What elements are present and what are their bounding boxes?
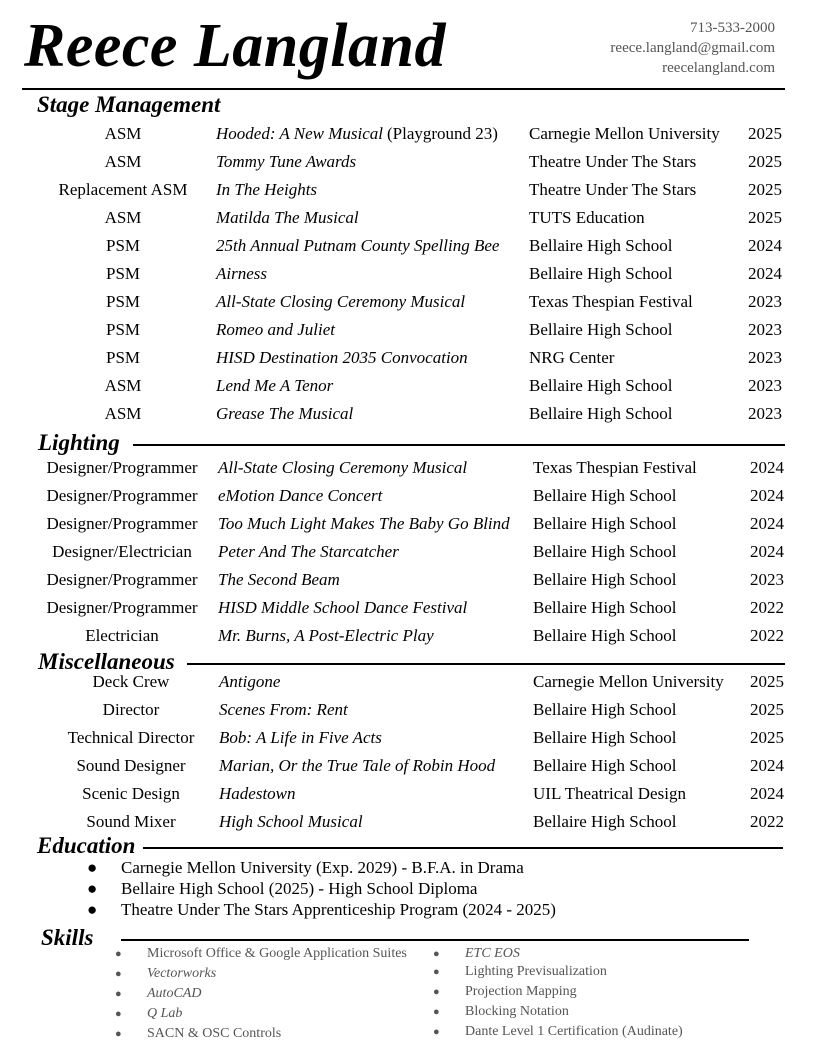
production-title: 25th Annual Putnam County Spelling Bee (216, 236, 500, 255)
bullet-icon: ● (115, 1028, 122, 1040)
skill-item: ● Lighting Previsualization (433, 962, 607, 982)
skill-item: ● Dante Level 1 Certification (Audinate) (433, 1022, 683, 1042)
bullet-icon: ● (87, 879, 98, 898)
section-title-lighting: Lighting (38, 430, 120, 455)
production-title: Hooded: A New Musical (216, 124, 383, 143)
credit-venue: Texas Thespian Festival (533, 458, 697, 477)
credit-year: 2025 (748, 124, 782, 143)
credit-production (219, 752, 499, 780)
credit-row (0, 288, 816, 316)
credit-venue: Bellaire High School (533, 570, 677, 589)
production-title: Grease The Musical (216, 404, 354, 423)
credit-role: Designer/Programmer (46, 570, 198, 589)
credit-year: 2025 (748, 152, 782, 171)
credit-production (219, 780, 300, 808)
credit-row (0, 808, 816, 836)
bullet-icon: ● (433, 966, 440, 978)
credit-year: 2024 (750, 784, 784, 803)
credit-year: 2025 (750, 728, 784, 747)
production-title: Mr. Burns, A Post-Electric Play (218, 626, 434, 645)
credit-row (0, 316, 816, 344)
credit-role: ASM (104, 404, 142, 423)
credit-row (0, 232, 816, 260)
production-title: In The Heights (216, 180, 318, 199)
bullet-icon: ● (87, 900, 98, 919)
credit-role: Deck Crew (92, 672, 170, 691)
credit-role: ASM (104, 152, 142, 171)
credit-role: Designer/Electrician (52, 542, 192, 561)
credit-venue: Bellaire High School (533, 700, 677, 719)
credit-production (216, 344, 472, 372)
credit-production (218, 482, 386, 510)
credit-role: Designer/Programmer (46, 514, 198, 533)
credit-year: 2023 (750, 570, 784, 589)
credit-production (219, 696, 352, 724)
credit-row (0, 372, 816, 400)
credit-year: 2023 (748, 376, 782, 395)
credit-role: ASM (104, 208, 142, 227)
credit-year: 2025 (748, 208, 782, 227)
credit-venue: Bellaire High School (533, 514, 677, 533)
credit-role: PSM (105, 348, 141, 367)
credit-production (218, 538, 403, 566)
production-title: Antigone (219, 672, 281, 691)
credit-role: Sound Mixer (86, 812, 176, 831)
credit-year: 2023 (748, 292, 782, 311)
credit-venue: Carnegie Mellon University (529, 124, 720, 143)
credit-row (0, 148, 816, 176)
credit-year: 2024 (748, 264, 782, 283)
credit-year: 2024 (748, 236, 782, 255)
education-item: ● Bellaire High School (2025) - High School Diploma (87, 879, 478, 898)
credit-row (0, 752, 816, 780)
credit-role: Designer/Programmer (46, 486, 198, 505)
credit-production (216, 316, 339, 344)
credit-year: 2023 (748, 404, 782, 423)
section-title-skills: Skills (41, 925, 94, 950)
credit-role: PSM (105, 264, 141, 283)
bullet-icon: ● (87, 858, 98, 877)
credit-venue: Bellaire High School (533, 598, 677, 617)
credit-venue: UIL Theatrical Design (533, 784, 686, 803)
contact-website[interactable]: reecelangland.com (662, 60, 775, 76)
production-title: Lend Me A Tenor (216, 376, 334, 395)
bullet-icon: ● (115, 948, 122, 960)
credit-year: 2023 (748, 348, 782, 367)
credit-row (0, 538, 816, 566)
credit-production (216, 204, 363, 232)
production-title: Marian, Or the True Tale of Robin Hood (219, 756, 496, 775)
credit-production (218, 622, 438, 650)
credit-year: 2024 (750, 486, 784, 505)
credit-venue: NRG Center (529, 348, 615, 367)
credit-row (0, 120, 816, 148)
bullet-icon: ● (115, 968, 122, 980)
credit-venue: Bellaire High School (529, 236, 673, 255)
credit-production (218, 594, 471, 622)
credit-year: 2025 (750, 672, 784, 691)
credit-role: Electrician (85, 626, 159, 645)
bullet-icon: ● (433, 948, 440, 960)
production-title: Bob: A Life in Five Acts (219, 728, 382, 747)
credit-year: 2024 (750, 514, 784, 533)
credit-venue: Bellaire High School (529, 376, 673, 395)
credit-row (0, 510, 816, 538)
skill-item: ● Microsoft Office & Google Application Suites (115, 944, 407, 964)
credit-production (216, 176, 321, 204)
credit-role: ASM (104, 376, 142, 395)
credit-role: Scenic Design (82, 784, 180, 803)
education-item: ● Theatre Under The Stars Apprenticeship Program (2024 - 2025) (87, 900, 556, 919)
credit-row (0, 566, 816, 594)
production-title: All-State Closing Ceremony Musical (218, 458, 468, 477)
section-title-education: Education (37, 833, 136, 858)
education-item: ● Carnegie Mellon University (Exp. 2029) - B.F.A. in Drama (87, 858, 524, 877)
credit-row (0, 780, 816, 808)
credit-venue: Texas Thespian Festival (529, 292, 693, 311)
production-title: Matilda The Musical (216, 208, 359, 227)
credit-role: Sound Designer (76, 756, 186, 775)
credit-role: Director (102, 700, 160, 719)
credit-year: 2025 (750, 700, 784, 719)
credit-venue: Bellaire High School (533, 542, 677, 561)
credit-role: PSM (105, 292, 141, 311)
credit-production (219, 724, 386, 752)
credit-venue: Bellaire High School (533, 486, 677, 505)
credit-row (0, 696, 816, 724)
credit-row (0, 724, 816, 752)
credit-row (0, 400, 816, 428)
credit-row (0, 454, 816, 482)
production-title: Peter And The Starcatcher (218, 542, 399, 561)
credit-role: Designer/Programmer (46, 458, 198, 477)
skill-item: ● ETC EOS (433, 944, 520, 964)
credit-production (216, 288, 469, 316)
credit-production (216, 260, 271, 288)
production-title: Tommy Tune Awards (216, 152, 357, 171)
bullet-icon: ● (433, 1026, 440, 1038)
credit-production (216, 372, 337, 400)
credit-production (218, 454, 471, 482)
credit-venue: Carnegie Mellon University (533, 672, 724, 691)
credit-production (216, 232, 503, 260)
credit-production (218, 510, 514, 538)
skills-divider (121, 939, 749, 941)
production-title: Romeo and Juliet (216, 320, 335, 339)
credit-venue: Bellaire High School (529, 404, 673, 423)
credit-year: 2022 (750, 598, 784, 617)
credit-year: 2022 (750, 812, 784, 831)
resume-name: Reece Langland (24, 12, 446, 80)
credit-production (219, 808, 367, 836)
credit-role: Technical Director (67, 728, 195, 747)
production-title: Hadestown (219, 784, 296, 803)
bullet-icon: ● (115, 988, 122, 1000)
credit-role: PSM (105, 236, 141, 255)
credit-year: 2024 (750, 756, 784, 775)
credit-venue: Bellaire High School (529, 264, 673, 283)
credit-role: Designer/Programmer (46, 598, 198, 617)
credit-production (216, 400, 357, 428)
skill-item: ● Blocking Notation (433, 1002, 569, 1022)
credit-row (0, 204, 816, 232)
production-title: HISD Destination 2035 Convocation (216, 348, 468, 367)
production-title: All-State Closing Ceremony Musical (216, 292, 466, 311)
miscellaneous-divider (187, 663, 785, 665)
production-title: eMotion Dance Concert (218, 486, 383, 505)
contact-email[interactable]: reece.langland@gmail.com (610, 40, 775, 56)
credit-row (0, 668, 816, 696)
credit-production (216, 120, 498, 148)
credit-row (0, 594, 816, 622)
production-note: (Playground 23) (387, 124, 498, 143)
credit-year: 2023 (748, 320, 782, 339)
credit-venue: Bellaire High School (533, 812, 677, 831)
header-divider (22, 88, 785, 90)
credit-role: ASM (104, 124, 142, 143)
production-title: Scenes From: Rent (219, 700, 348, 719)
credit-venue: Theatre Under The Stars (529, 180, 697, 199)
section-title-miscellaneous: Miscellaneous (38, 649, 175, 674)
contact-phone: 713-533-2000 (690, 20, 775, 36)
credit-year: 2024 (750, 542, 784, 561)
credit-venue: Bellaire High School (533, 728, 677, 747)
credit-venue: Bellaire High School (533, 756, 677, 775)
skill-item: ● SACN & OSC Controls (115, 1024, 281, 1044)
production-title: High School Musical (219, 812, 363, 831)
credit-venue: Bellaire High School (529, 320, 673, 339)
credit-role: Replacement ASM (58, 180, 188, 199)
production-title: Too Much Light Makes The Baby Go Blind (218, 514, 510, 533)
credit-venue: Theatre Under The Stars (529, 152, 697, 171)
skill-item: ● Q Lab (115, 1004, 182, 1024)
production-title: Airness (216, 264, 267, 283)
lighting-divider (133, 444, 785, 446)
credit-venue: TUTS Education (529, 208, 645, 227)
credit-role: PSM (105, 320, 141, 339)
credit-row (0, 260, 816, 288)
credit-production (216, 148, 360, 176)
skill-item: ● Projection Mapping (433, 982, 577, 1002)
credit-row (0, 176, 816, 204)
production-title: The Second Beam (218, 570, 340, 589)
credit-row (0, 482, 816, 510)
skill-item: ● AutoCAD (115, 984, 201, 1004)
credit-production (218, 566, 344, 594)
credit-year: 2024 (750, 458, 784, 477)
production-title: HISD Middle School Dance Festival (218, 598, 468, 617)
section-title-stage-management: Stage Management (37, 92, 221, 117)
bullet-icon: ● (433, 986, 440, 998)
bullet-icon: ● (115, 1008, 122, 1020)
education-divider (143, 847, 783, 849)
credit-venue: Bellaire High School (533, 626, 677, 645)
credit-row (0, 344, 816, 372)
bullet-icon: ● (433, 1006, 440, 1018)
credit-production (219, 668, 284, 696)
credit-year: 2025 (748, 180, 782, 199)
credit-year: 2022 (750, 626, 784, 645)
credit-row (0, 622, 816, 650)
skill-item: ● Vectorworks (115, 964, 216, 984)
